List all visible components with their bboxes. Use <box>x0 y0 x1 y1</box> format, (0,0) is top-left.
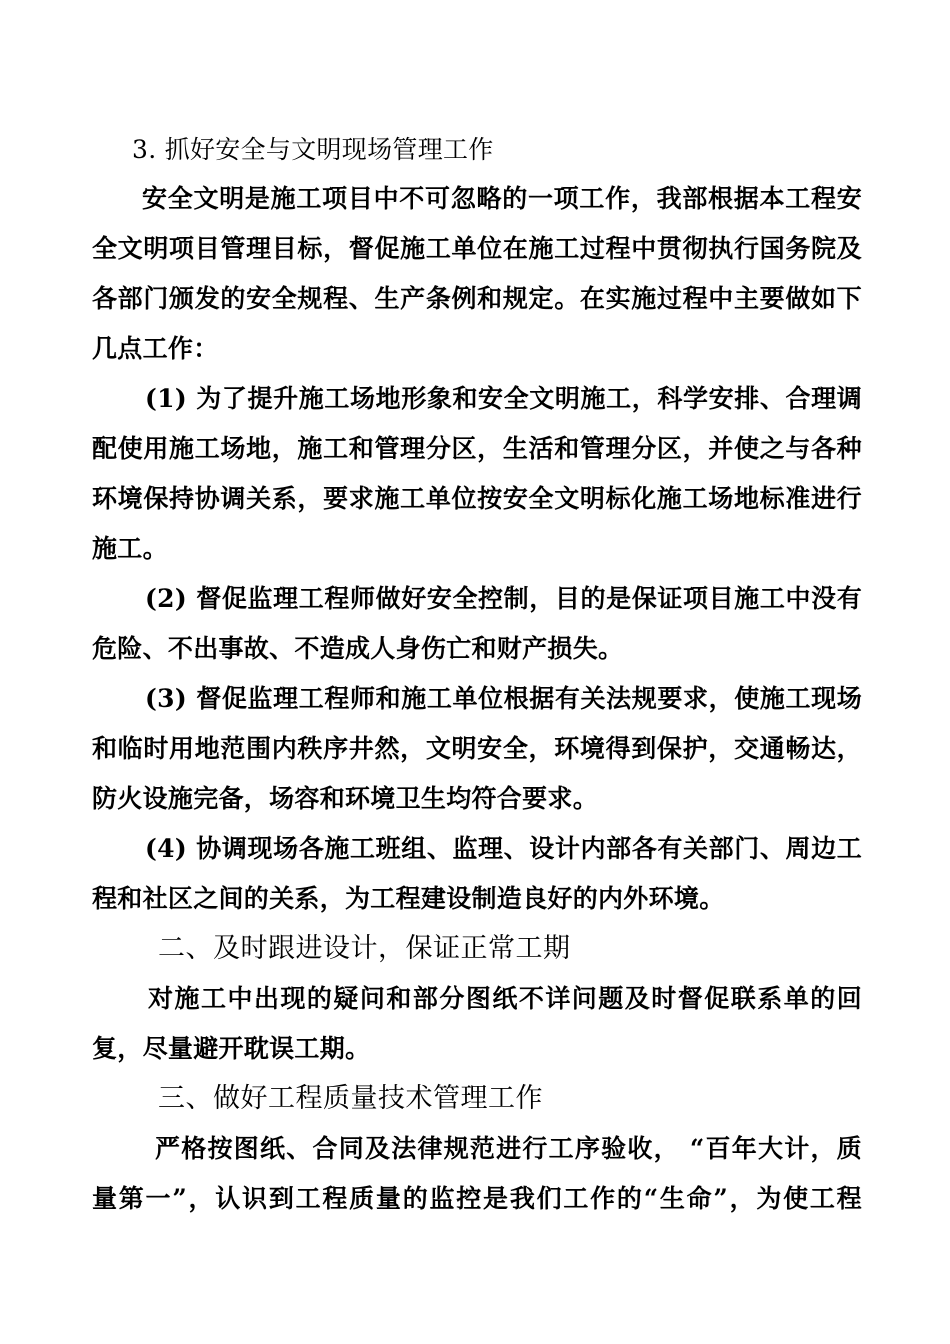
section-three-line-1: 严格按图纸、合同及法律规范进行工序验收， “百年大计，质 <box>155 1134 862 1163</box>
item-1-line-3: 环境保持协调关系，要求施工单位按安全文明标化施工场地标准进行 <box>92 484 862 513</box>
section-three-heading: 三、做好工程质量技术管理工作 <box>158 1083 543 1114</box>
item-1-line-1: (1) 为了提升施工场地形象和安全文明施工，科学安排、合理调 <box>145 384 862 413</box>
section-two-heading: 二、及时跟进设计，保证正常工期 <box>158 933 571 964</box>
section-3-heading: 3. 抓好安全与文明现场管理工作 <box>132 135 494 164</box>
item-2-line-1: (2) 督促监理工程师做好安全控制，目的是保证项目施工中没有 <box>145 584 862 613</box>
section-two-line-1: 对施工中出现的疑问和部分图纸不详问题及时督促联系单的回 <box>148 984 862 1013</box>
intro-line-3: 各部门颁发的安全规程、生产条例和规定。在实施过程中主要做如下 <box>92 284 862 313</box>
item-3-line-2: 和临时用地范围内秩序井然，文明安全，环境得到保护，交通畅达， <box>92 734 862 763</box>
section-three-line-2: 量第一”，认识到工程质量的监控是我们工作的“生命”，为使工程 <box>92 1184 862 1213</box>
item-3-line-1: (3) 督促监理工程师和施工单位根据有关法规要求，使施工现场 <box>145 684 862 713</box>
item-2-line-2: 危险、不出事故、不造成人身伤亡和财产损失。 <box>92 634 624 663</box>
item-1-line-4: 施工。 <box>92 534 168 563</box>
item-1-line-2: 配使用施工场地，施工和管理分区，生活和管理分区，并使之与各种 <box>92 434 862 463</box>
intro-line-2: 全文明项目管理目标，督促施工单位在施工过程中贯彻执行国务院及 <box>92 234 862 263</box>
item-4-line-2: 程和社区之间的关系，为工程建设制造良好的内外环境。 <box>92 884 725 913</box>
intro-line-1: 安全文明是施工项目中不可忽略的一项工作，我部根据本工程安 <box>142 184 862 213</box>
item-4-line-1: (4) 协调现场各施工班组、监理、设计内部各有关部门、周边工 <box>145 834 862 863</box>
section-two-line-2: 复，尽量避开耽误工期。 <box>92 1034 371 1063</box>
item-3-line-3: 防火设施完备，场容和环境卫生均符合要求。 <box>92 784 599 813</box>
intro-line-4: 几点工作： <box>92 334 219 363</box>
